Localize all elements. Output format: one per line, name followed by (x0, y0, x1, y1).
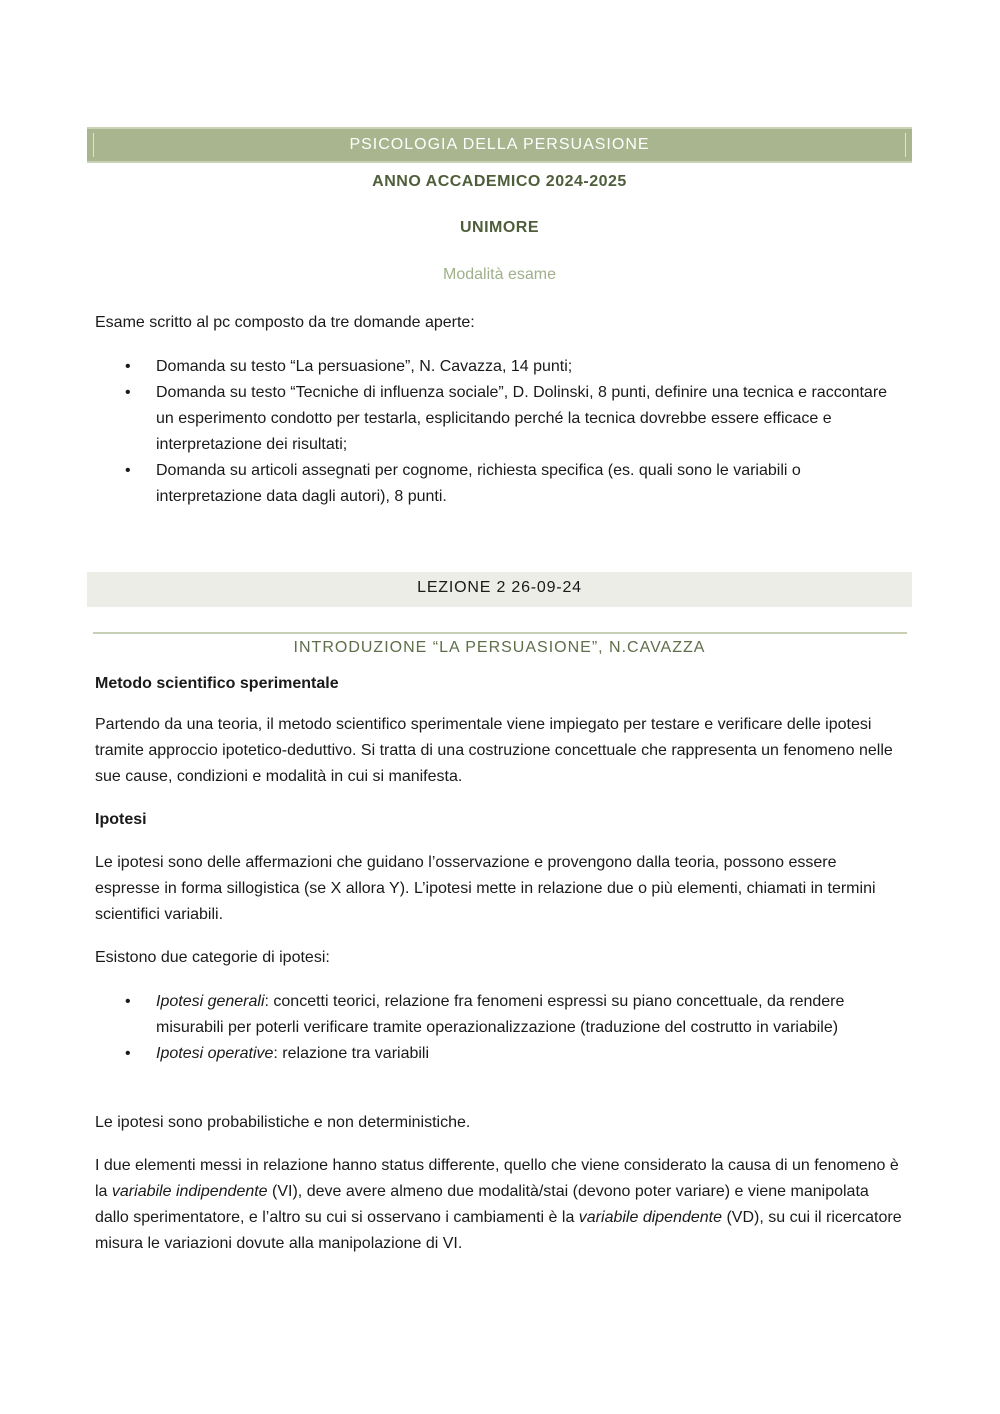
list-item (95, 380, 905, 458)
bullet-icon: • (125, 384, 131, 401)
category-description: : relazione tra variabili (273, 1045, 430, 1062)
section-divider (93, 632, 907, 634)
method-heading: Metodo scientifico sperimentale (95, 675, 339, 692)
question-text: Domanda su testo “Tecniche di influenza sociale”, D. Dolinski, 8 punti, definire una tecnica e raccontare un esperimento condotto per testarla, esplicitando perché la tecnica dovrebbe essere efficace e interpretazione dei risultati; (156, 384, 888, 453)
list-item (95, 989, 905, 1041)
categories-intro: Esistono due categorie di ipotesi: (95, 949, 330, 966)
dependent-variable-term: variabile dipendente (578, 1209, 722, 1226)
hypothesis-categories-list (95, 989, 905, 1067)
lesson-title: LEZIONE 2 26-09-24 (417, 579, 582, 596)
variables-text-1: I due elementi messi in relazione hanno status differente, quello che viene considerato la causa di un fenomeno è la (95, 1157, 899, 1200)
list-item (95, 458, 905, 510)
method-paragraph: Partendo da una teoria, il metodo scientifico sperimentale viene impiegato per testare e verificare delle ipotesi tramite approccio ipotetico-deduttivo. Si tratta di una costruzione concettuale che rappresenta un fenomeno nelle sue cause, condizioni e modalità in cui si manifesta. (95, 716, 893, 785)
bullet-icon: • (125, 993, 131, 1010)
lesson-banner (87, 572, 912, 607)
course-title: PSICOLOGIA DELLA PERSUASIONE (349, 136, 650, 153)
university-name: UNIMORE (459, 219, 540, 236)
variables-text-3: (VD), su cui il ricercatore misura le variazioni dovute alla manipolazione di VI. (95, 1209, 902, 1252)
list-item (95, 1041, 905, 1067)
exam-mode-heading: Modalità esame (443, 266, 556, 283)
question-text: Domanda su testo “La persuasione”, N. Cavazza, 14 punti; (156, 358, 573, 375)
variables-paragraph (95, 1153, 905, 1257)
probabilistic-statement: Le ipotesi sono probabilistiche e non deterministiche. (95, 1114, 471, 1131)
variables-text-2: (VI), deve avere almeno due modalità/stai (devono poter variare) e viene manipolata dallo sperimentatore, e l’altro su cui si osservano i cambiamenti è la (95, 1183, 869, 1226)
bullet-icon: • (125, 358, 131, 375)
category-term: Ipotesi operative (156, 1045, 274, 1062)
category-term: Ipotesi generali (156, 993, 265, 1010)
independent-variable-term: variabile indipendente (111, 1183, 268, 1200)
hypothesis-heading: Ipotesi (95, 811, 147, 828)
category-description: : concetti teorici, relazione fra fenomeni espressi su piano concettuale, da rendere misurabili per poterli verificare tramite operazionalizzazione (traduzione del costrutto in variabile) (156, 993, 845, 1036)
question-text: Domanda su articoli assegnati per cognome, richiesta specifica (es. quali sono le variabili o interpretazione data dagli autori), 8 punti. (156, 462, 801, 505)
section-title: INTRODUZIONE “LA PERSUASIONE”, N.CAVAZZA (293, 639, 706, 656)
bullet-icon: • (125, 1045, 131, 1062)
exam-intro: Esame scritto al pc composto da tre domande aperte: (95, 314, 475, 331)
exam-questions-list (95, 354, 905, 510)
hypothesis-paragraph: Le ipotesi sono delle affermazioni che guidano l’osservazione e provengono dalla teoria, possono essere espresse in forma sillogistica (se X allora Y). L’ipotesi mette in relazione due o più elementi, chiamati in termini scientifici variabili. (95, 854, 876, 923)
academic-year: ANNO ACCADEMICO 2024-2025 (372, 173, 627, 190)
list-item (95, 354, 905, 380)
course-title-banner (87, 127, 912, 163)
bullet-icon: • (125, 462, 131, 479)
